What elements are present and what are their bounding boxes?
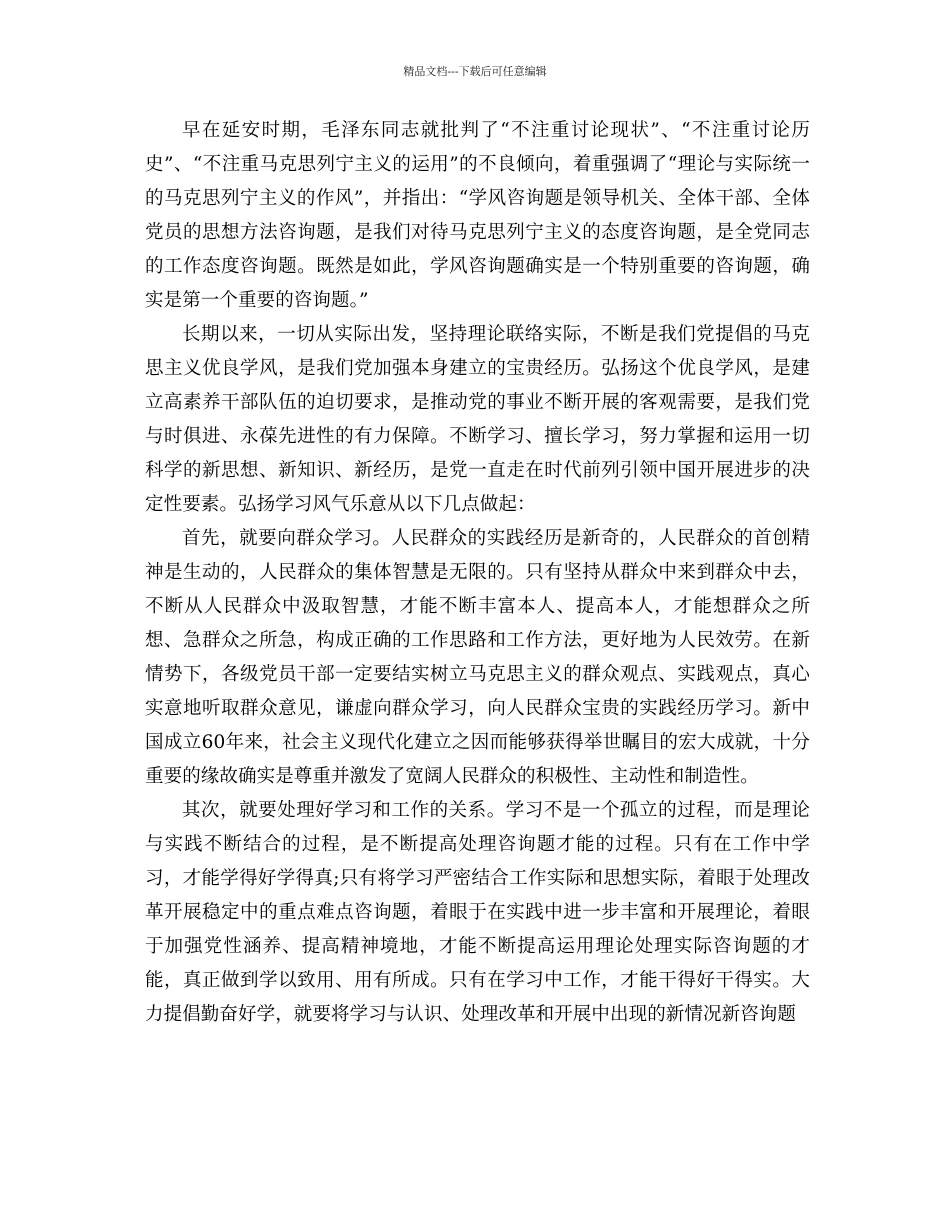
page-header: 精品文档---下载后可任意编辑 — [403, 65, 547, 78]
document-body — [145, 114, 810, 1032]
paragraph-1: 早在延安时期，毛泽东同志就批判了“不注重讨论现状”、“不注重讨论历史”、“不注重马克思列宁主义的运用”的不良倾向，着重强调了“理论与实际统一的马克思列宁主义的作风”，并指出：“学风咨询题是领导机关、全体干部、全体党员的思想方法咨询题，是我们对待马克思列宁主义的态度咨询题，是全党同志的工作态度咨询题。既然是如此，学风咨询题确实是一个特别重要的咨询题，确实是第一个重要的咨询题。” — [145, 120, 810, 311]
paragraph-4: 其次，就要处理好学习和工作的关系。学习不是一个孤立的过程，而是理论与实践不断结合的过程，是不断提高处理咨询题才能的过程。只有在工作中学习，才能学得好学得真;只有将学习严密结合工作实际和思想实际，着眼于处理改革开展稳定中的重点难点咨询题，着眼于在实践中进一步丰富和开展理论，着眼于加强党性涵养、提高精神境地，才能不断提高运用理论处理实际咨询题的才能，真正做到学以致用、用有所成。只有在学习中工作，才能干得好干得实。大力提倡勤奋好学，就要将学习与认识、处理改革和开展中出现的新情况新咨询题 — [145, 800, 810, 1025]
paragraph-2: 长期以来，一切从实际出发，坚持理论联络实际，不断是我们党提倡的马克思主义优良学风，是我们党加强本身建立的宝贵经历。弘扬这个优良学风，是建立高素养干部队伍的迫切要求，是推动党的事业不断开展的客观需要，是我们党与时俱进、永葆先进性的有力保障。不断学习、擅长学习，努力掌握和运用一切科学的新思想、新知识、新经历，是党一直走在时代前列引领中国开展进步的决定性要素。弘扬学习风气乐意从以下几点做起： — [145, 324, 810, 515]
paragraph-3: 首先，就要向群众学习。人民群众的实践经历是新奇的，人民群众的首创精神是生动的，人民群众的集体智慧是无限的。只有坚持从群众中来到群众中去，不断从人民群众中汲取智慧，才能不断丰富本人、提高本人，才能想群众之所想、急群众之所急，构成正确的工作思路和工作方法，更好地为人民效劳。在新情势下，各级党员干部一定要结实树立马克思主义的群众观点、实践观点，真心实意地听取群众意见，谦虚向群众学习，向人民群众宝贵的实践经历学习。新中国成立60年来，社会主义现代化建立之因而能够获得举世瞩目的宏大成就，十分重要的缘故确实是尊重并激发了宽阔人民群众的积极性、主动性和制造性。 — [145, 528, 810, 787]
